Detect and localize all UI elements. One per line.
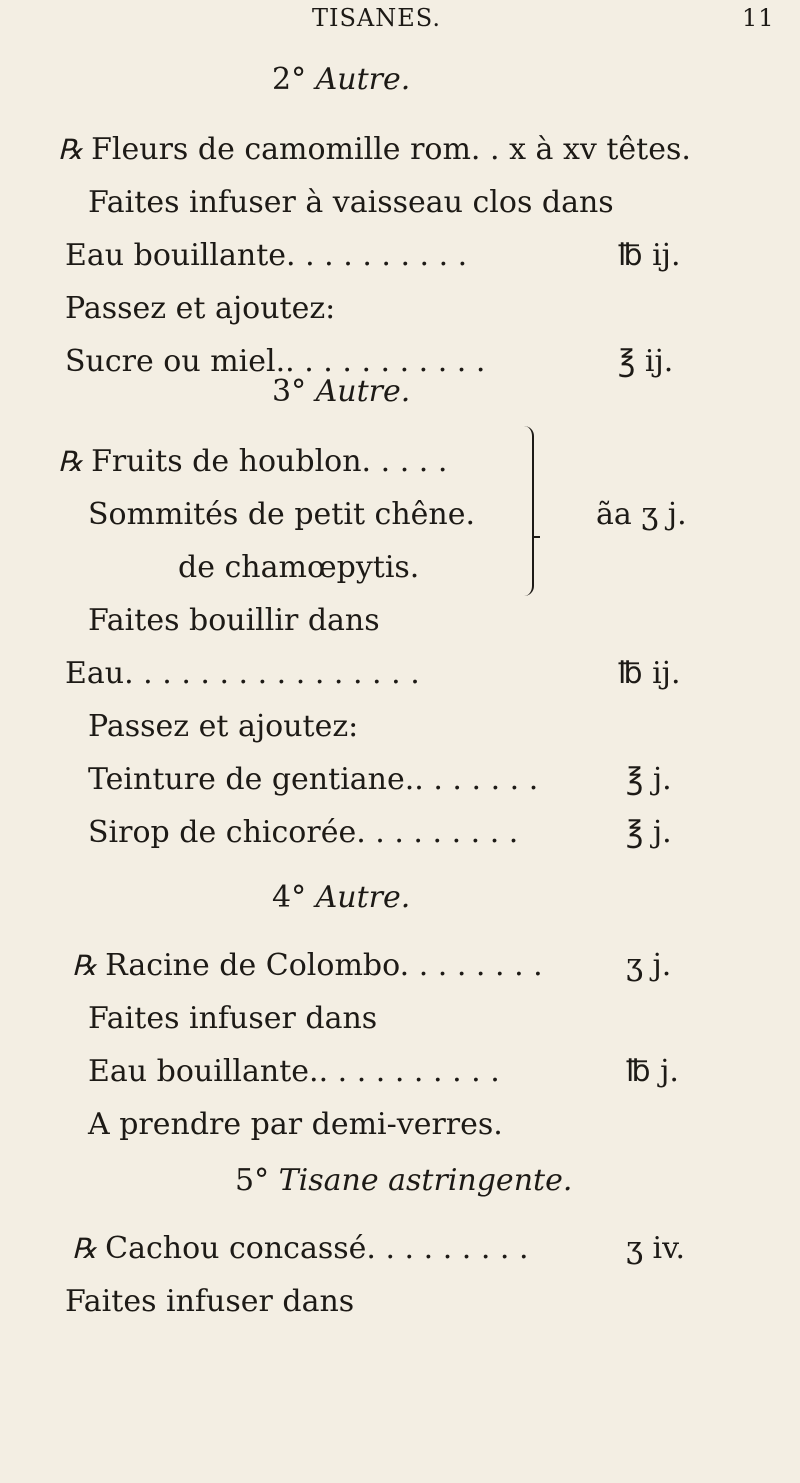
recipe-line: Faites infuser dans [88, 1001, 378, 1036]
recipe-line: Sucre ou miel.. . . . . . . . . . . [65, 344, 486, 379]
quantity: ℥ j. [626, 815, 672, 850]
recipe-line: Sirop de chicorée. . . . . . . . . [88, 815, 519, 850]
recipe-line: ℞ Racine de Colombo. . . . . . . . [72, 948, 543, 983]
recipe-line: Eau. . . . . . . . . . . . . . . . [65, 656, 420, 691]
recipe-line: Eau bouillante. . . . . . . . . . [65, 238, 468, 273]
recipe-line: Teinture de gentiane.. . . . . . . [88, 762, 539, 797]
recipe-line: Sommités de petit chêne. [88, 497, 476, 532]
quantity: ãa ʒ j. [596, 497, 687, 532]
quantity: ℥ ij. [618, 344, 674, 379]
recipe-line: ℞ Cachou concassé. . . . . . . . . [72, 1231, 529, 1266]
quantity: ʒ j. [626, 948, 672, 983]
recipe-symbol: ℞ [72, 1232, 98, 1265]
recipe-symbol: ℞ [58, 445, 84, 478]
recipe-line: Passez et ajoutez: [88, 709, 359, 744]
quantity: ℥ j. [626, 762, 672, 797]
brace-bracket [522, 426, 534, 596]
quantity: ʒ iv. [626, 1231, 685, 1266]
recipe-line: ℞ Fleurs de camomille rom. . x à xv têtes. [58, 132, 691, 167]
quantity: ℔ ij. [618, 238, 681, 273]
section-title-4: 4° Autre. [272, 880, 411, 915]
recipe-line: de chamœpytis. [178, 550, 420, 585]
running-header: TISANES. [312, 4, 441, 32]
quantity: ℔ ij. [618, 656, 681, 691]
page-number: 11 [742, 4, 775, 32]
section-title-3: 3° Autre. [272, 374, 411, 409]
recipe-symbol: ℞ [58, 133, 84, 166]
recipe-line: Faites infuser dans [65, 1284, 355, 1319]
recipe-line: Passez et ajoutez: [65, 291, 336, 326]
quantity: ℔ j. [626, 1054, 679, 1089]
section-title-5: 5° Tisane astringente. [235, 1163, 573, 1198]
section-title-2: 2° Autre. [272, 62, 411, 97]
recipe-line: ℞ Fruits de houblon. . . . . [58, 444, 448, 479]
recipe-line: Faites bouillir dans [88, 603, 380, 638]
recipe-line: A prendre par demi-verres. [88, 1107, 503, 1142]
recipe-line: Faites infuser à vaisseau clos dans [88, 185, 614, 220]
recipe-line: Eau bouillante.. . . . . . . . . . [88, 1054, 500, 1089]
recipe-symbol: ℞ [72, 949, 98, 982]
